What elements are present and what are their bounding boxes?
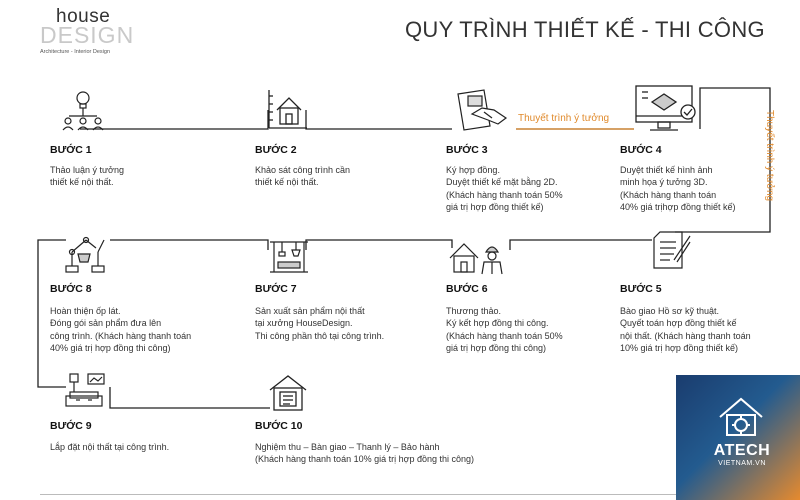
step-6-description: Thương thảo. Ký kết hợp đồng thi công. (Khách hàng thanh toán 50% giá trị hợp đồng thi công)	[446, 306, 563, 353]
logo-tagline: Architecture - Interior Design	[40, 49, 110, 55]
step-2-description: Khảo sát công trình cần thiết kế nội thất.	[255, 165, 351, 188]
step-7-label: BƯỚC 7	[255, 283, 297, 295]
step-8-description: Hoàn thiện ốp lát. Đóng gói sản phẩm đưa lên công trình. (Khách hàng thanh toán 40% giá trị hợp đồng thi công)	[50, 306, 192, 353]
atech-domain-text: VIETNAM.VN	[718, 460, 766, 467]
step-3-label: BƯỚC 3	[446, 144, 488, 156]
step-1-label: BƯỚC 1	[50, 144, 92, 156]
step-6-label: BƯỚC 6	[446, 283, 488, 295]
step-10-label: BƯỚC 10	[255, 420, 303, 432]
step-9-description: Lắp đặt nội thất tại công trình.	[50, 442, 170, 452]
monitor-3d-design-icon	[634, 84, 700, 136]
arrow-label-vertical: Thuyết trình ý tưởng	[764, 110, 775, 202]
page-title: QUY TRÌNH THIẾT KẾ - THI CÔNG	[405, 17, 765, 42]
atech-brand-text: ATECH	[713, 442, 771, 459]
house-blueprint-icon	[267, 88, 309, 132]
handshake-contract-icon	[454, 88, 516, 132]
step-5-description: Bào giao Hồ sơ kỹ thuật. Quyết toán hợp đồng thiết kế nội thất. (Khách hàng thanh toán 10% giá trị hợp đồng thiết kế)	[620, 306, 751, 353]
factory-production-icon	[268, 238, 310, 276]
sofa-installation-icon	[64, 372, 108, 410]
bottom-divider	[40, 494, 676, 495]
logo-design: DESIGN	[40, 22, 135, 48]
document-pen-icon	[652, 228, 692, 272]
step-4-description: Duyệt thiết kế hình ảnh minh họa ý tưởng 3D. (Khách hàng thanh toán 40% giá trịhợp đồng thiết kế)	[620, 165, 736, 212]
idea-team-icon	[60, 88, 106, 132]
step-8-label: BƯỚC 8	[50, 283, 92, 295]
robot-arm-icon	[62, 232, 110, 274]
house-worker-icon	[448, 240, 504, 276]
step-7-description: Sản xuất sản phẩm nội thất tại xưởng HouseDesign. Thi công phần thô tại công trình.	[255, 306, 385, 341]
step-9-label: BƯỚC 9	[50, 420, 92, 432]
arrow-label-horizontal: Thuyết trình ý tưởng	[518, 113, 610, 124]
logo-word: house	[56, 6, 111, 27]
step-1-description: Thảo luận ý tưởng thiết kế nội thất.	[50, 165, 124, 188]
atech-house-gear-icon	[716, 395, 766, 439]
step-3-description: Ký hợp đồng. Duyệt thiết kế mặt bằng 2D. (Khách hàng thanh toán 50% giá trị hợp đồng thiết kế)	[446, 165, 563, 212]
step-10-description: Nghiệm thu – Bàn giao – Thanh lý – Bảo hành (Khách hàng thanh toán 10% giá trị hợp đồng thi công)	[255, 442, 475, 465]
step-2-label: BƯỚC 2	[255, 144, 297, 156]
house-checklist-icon	[268, 374, 308, 412]
step-4-label: BƯỚC 4	[620, 144, 662, 156]
step-5-label: BƯỚC 5	[620, 283, 662, 295]
